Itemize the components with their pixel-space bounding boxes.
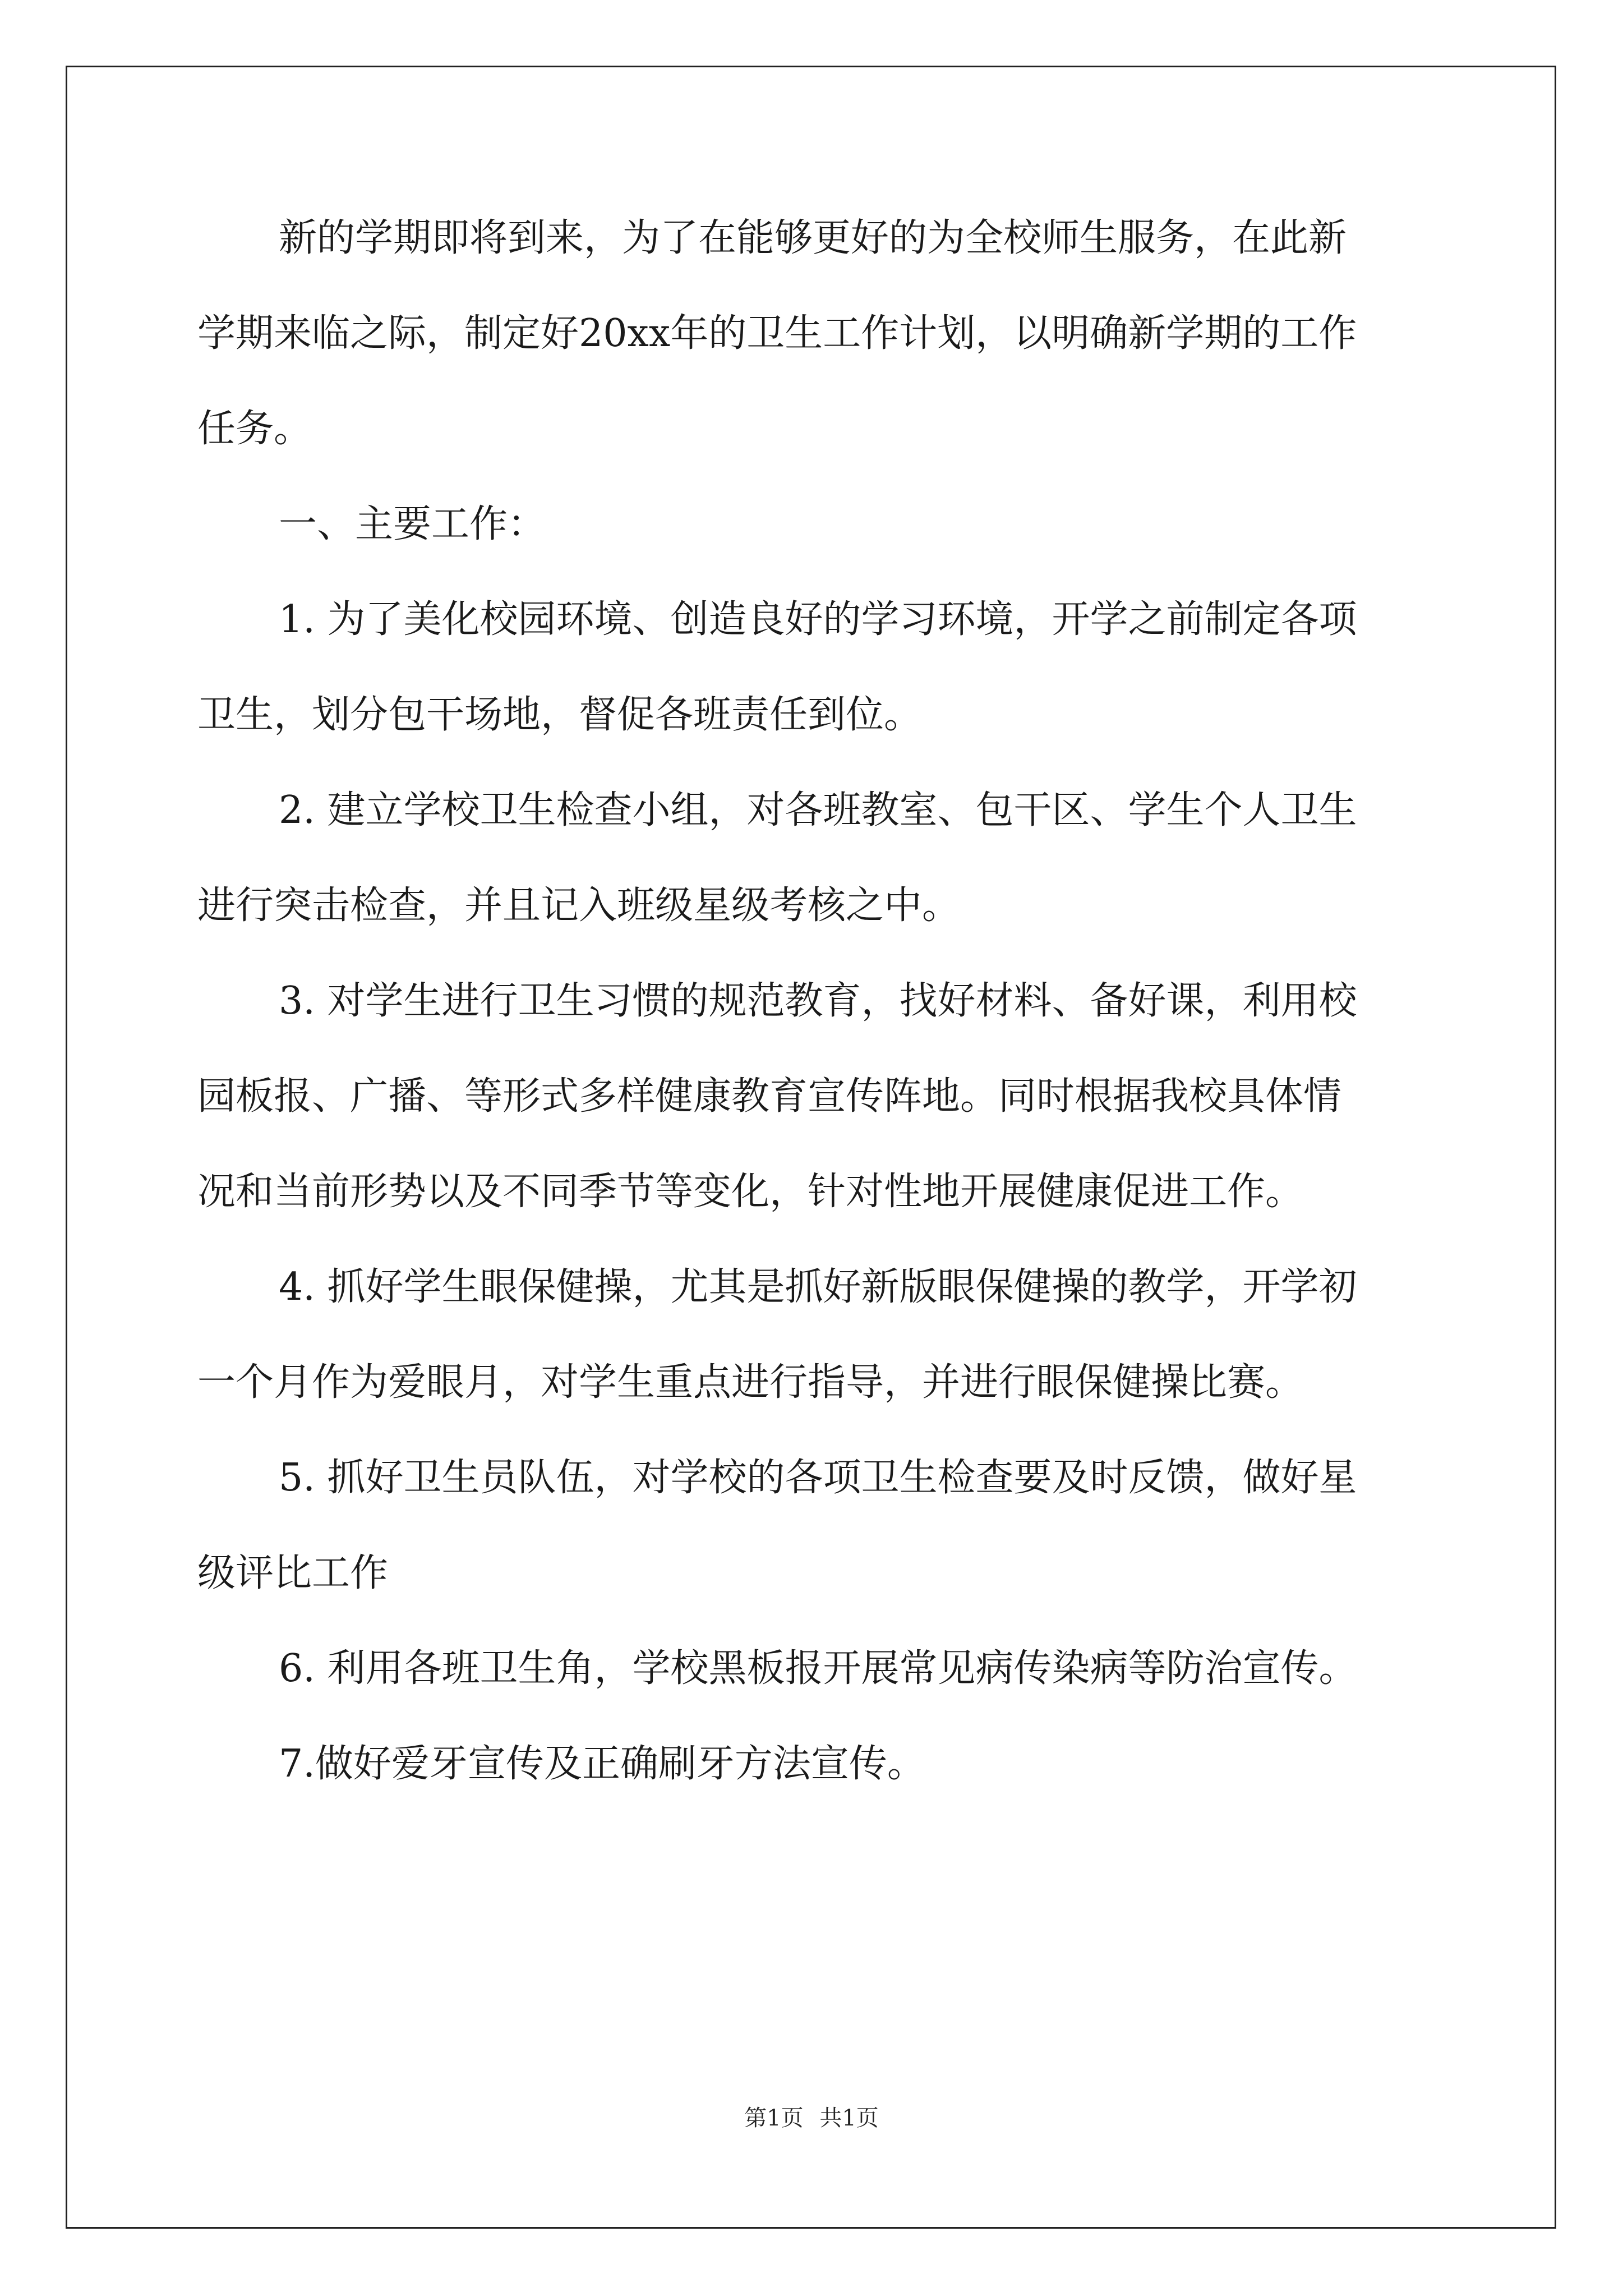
text-line: 新的学期即将到来，为了在能够更好的为全校师生服务，在此新 [279, 216, 1347, 260]
text-line: 学期来临之际，制定好20xx年的卫生工作计划，以明确新学期的工作 [197, 311, 1357, 356]
text-line: 5. 抓好卫生员队伍，对学校的各项卫生检查要及时反馈，做好星 [279, 1456, 1357, 1500]
text-line: 进行突击检查，并且记入班级星级考核之中。 [197, 884, 961, 928]
text-line: 3. 对学生进行卫生习惯的规范教育，找好材料、备好课，利用校 [279, 979, 1357, 1023]
page-footer [0, 2102, 1623, 2134]
text-line: 卫生，划分包干场地，督促各班责任到位。 [197, 693, 923, 737]
text-line: 一个月作为爱眼月，对学生重点进行指导，并进行眼保健操比赛。 [197, 1360, 1304, 1405]
section-heading: 一、主要工作： [279, 502, 546, 546]
page-total: 共1页 [819, 2105, 879, 2131]
text-line: 况和当前形势以及不同季节等变化，针对性地开展健康促进工作。 [197, 1170, 1304, 1214]
text-line: 任务。 [197, 407, 312, 451]
text-line: 级评比工作 [197, 1551, 389, 1595]
page-border [66, 66, 1556, 2229]
text-line: 1. 为了美化校园环境、创造良好的学习环境，开学之前制定各项 [279, 597, 1357, 642]
text-line: 7.做好爱牙宣传及正确刷牙方法宣传。 [279, 1742, 925, 1786]
text-line: 6. 利用各班卫生角，学校黑板报开展常见病传染病等防治宣传。 [279, 1646, 1357, 1691]
text-line: 4. 抓好学生眼保健操，尤其是抓好新版眼保健操的教学，开学初 [279, 1265, 1357, 1309]
page-number: 第1页 [744, 2105, 804, 2131]
text-line: 2. 建立学校卫生检查小组，对各班教室、包干区、学生个人卫生 [279, 788, 1357, 832]
text-line: 园板报、广播、等形式多样健康教育宣传阵地。同时根据我校具体情 [197, 1074, 1342, 1119]
